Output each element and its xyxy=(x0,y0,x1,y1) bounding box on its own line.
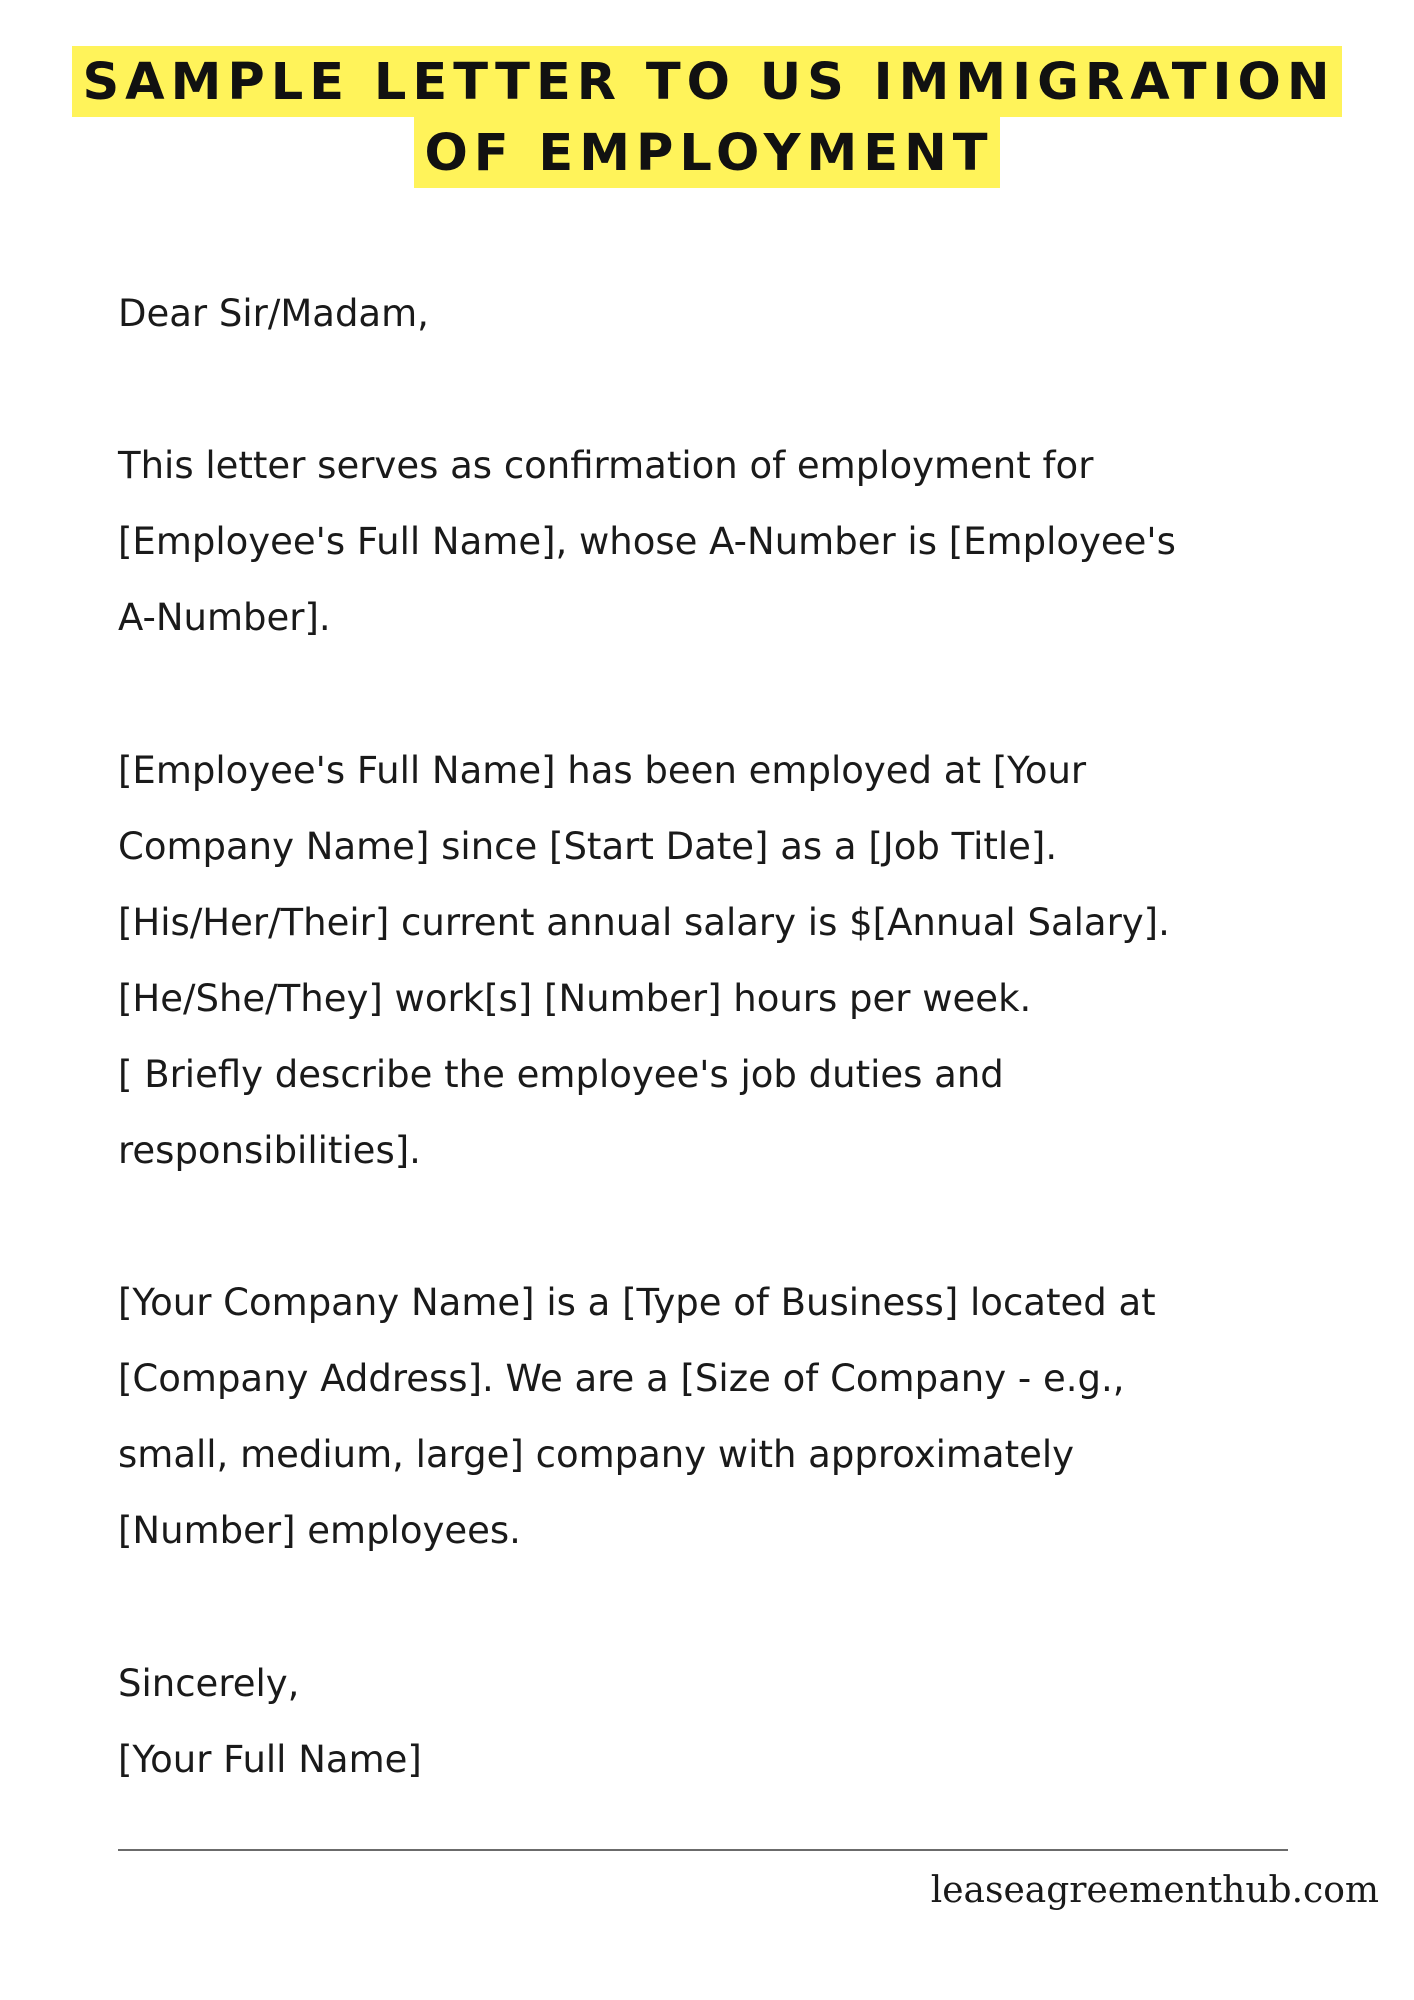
paragraph-line: responsibilities]. xyxy=(118,1129,421,1172)
footer-divider xyxy=(118,1849,1288,1851)
paragraph-line: A-Number]. xyxy=(118,596,331,639)
footer-website: leaseagreementhub.com xyxy=(930,1870,1379,1911)
paragraph-line: [Employee's Full Name] has been employed at [Your xyxy=(118,749,1087,792)
title-line-2: OF EMPLOYMENT xyxy=(414,117,999,188)
closing-text: Sincerely, xyxy=(118,1662,300,1705)
document-title xyxy=(0,46,1414,188)
paragraph-line: small, medium, large] company with approximately xyxy=(118,1433,1075,1476)
salutation xyxy=(118,276,1358,352)
paragraph-line: [He/She/They] work[s] [Number] hours per week. xyxy=(118,977,1032,1020)
paragraph-line: [Number] employees. xyxy=(118,1509,521,1552)
title-line-1: SAMPLE LETTER TO US IMMIGRATION xyxy=(72,46,1341,117)
salutation-text: Dear Sir/Madam, xyxy=(118,292,429,335)
paragraph-line: [Company Address]. We are a [Size of Company - e.g., xyxy=(118,1357,1125,1400)
paragraph-line: [His/Her/Their] current annual salary is $[Annual Salary]. xyxy=(118,901,1170,944)
paragraph-line: [ Briefly describe the employee's job duties and xyxy=(118,1053,1004,1096)
paragraph-company-details xyxy=(118,1265,1358,1569)
paragraph-line: [Employee's Full Name], whose A-Number is [Employee's xyxy=(118,520,1176,563)
paragraph-confirmation xyxy=(118,428,1358,656)
paragraph-line: [Your Company Name] is a [Type of Business] located at xyxy=(118,1281,1156,1324)
signature-text: [Your Full Name] xyxy=(118,1738,422,1781)
paragraph-line: Company Name] since [Start Date] as a [Job Title]. xyxy=(118,825,1058,868)
closing-block xyxy=(118,1646,1358,1798)
paragraph-employment-details xyxy=(118,733,1358,1189)
paragraph-line: This letter serves as confirmation of employment for xyxy=(118,444,1094,487)
